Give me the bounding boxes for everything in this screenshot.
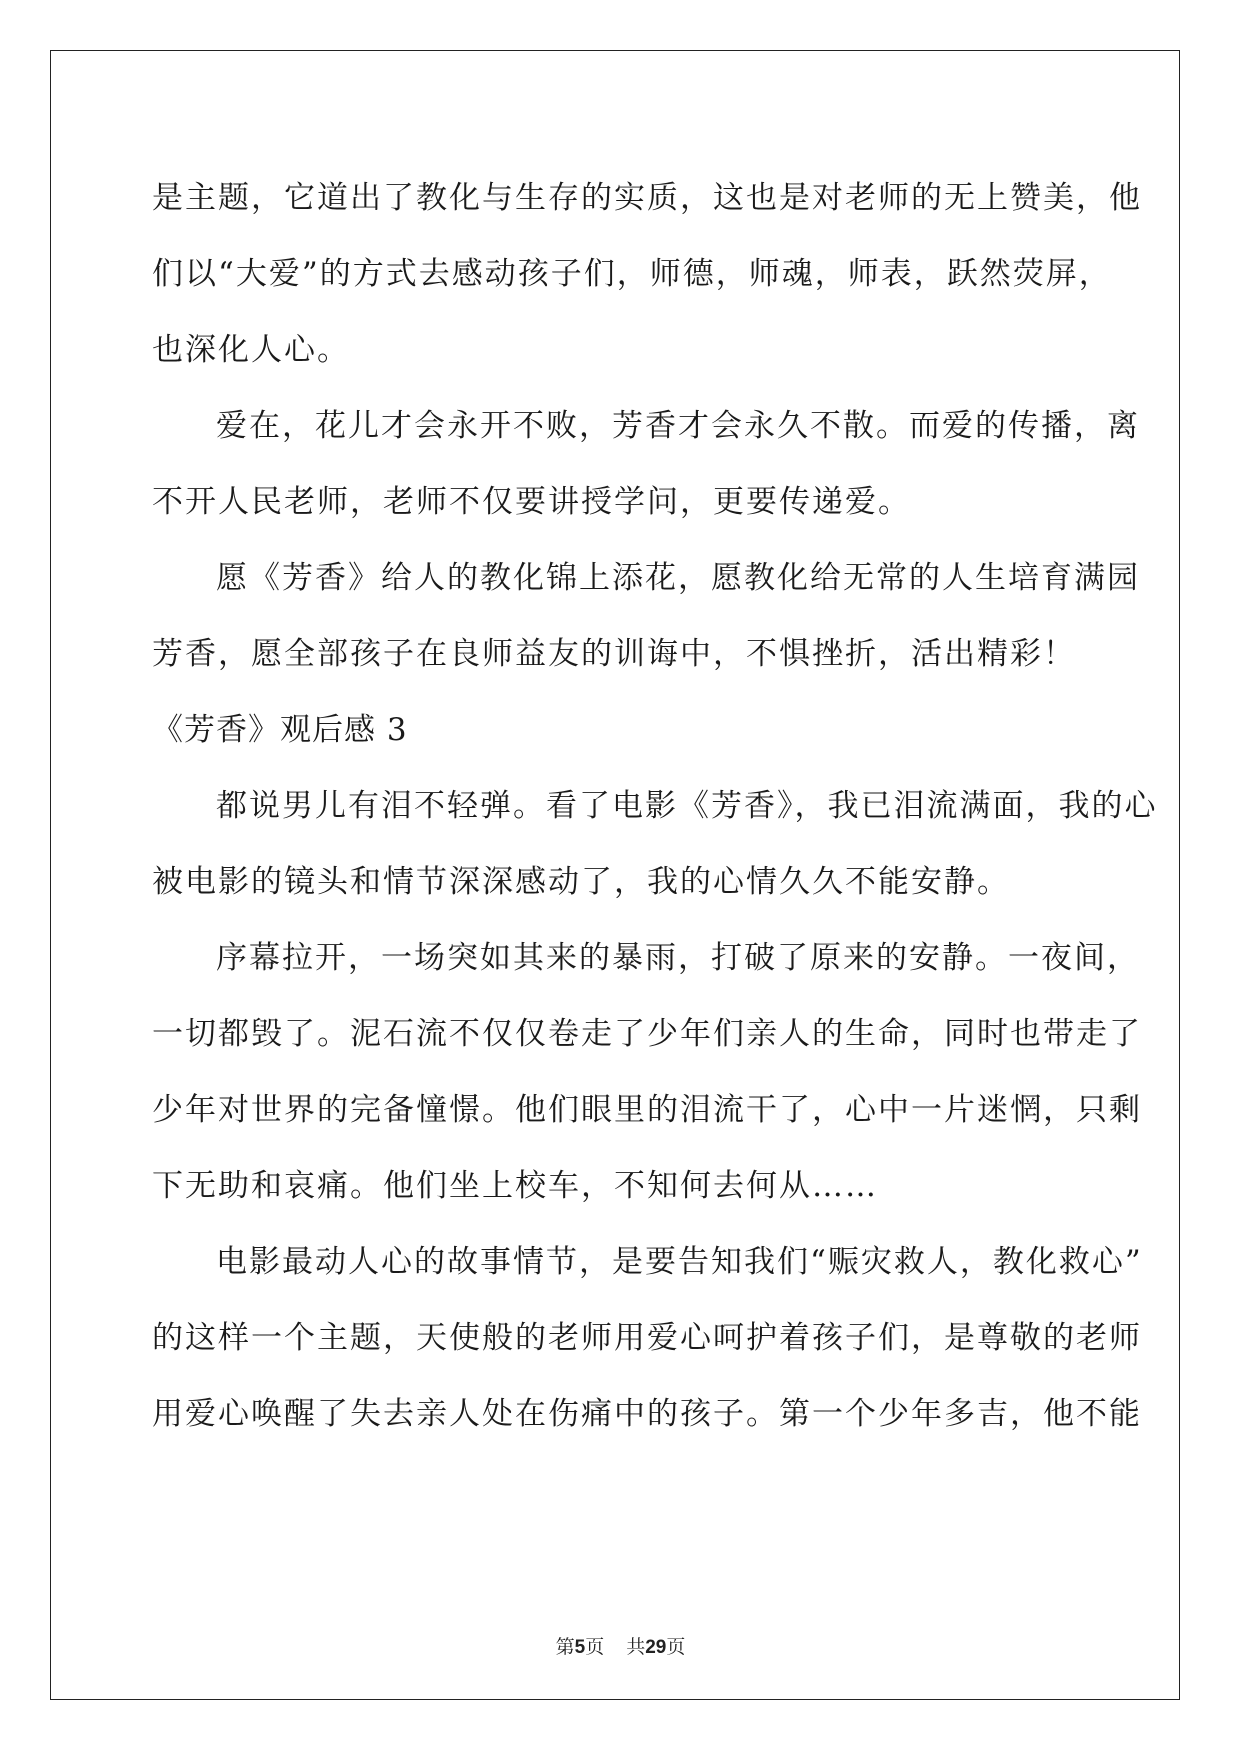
document-body	[152, 160, 1158, 1452]
footer-page-suffix: 页	[585, 1636, 605, 1658]
page-footer	[0, 1632, 1241, 1659]
text-line: 序幕拉开，一场突如其来的暴雨，打破了原来的安静。一夜间，	[216, 940, 1140, 976]
footer-total-prefix: 共	[626, 1636, 646, 1658]
text-line: 是主题，它道出了教化与生存的实质，这也是对老师的无上赞美，他	[152, 180, 1142, 216]
paragraph-6	[152, 1224, 1143, 1452]
paragraph-3	[152, 540, 1140, 692]
total-pages-number: 29	[645, 1637, 667, 1658]
text-line: 芳香，愿全部孩子在良师益友的训诲中，不惧挫折，活出精彩！	[152, 636, 1076, 672]
text-line: 也深化人心。	[152, 332, 350, 368]
text-line: 们以“大爱”的方式去感动孩子们，师德，师魂，师表，跃然荧屏，	[152, 256, 1112, 292]
section-heading: 《芳香》观后感 3	[152, 712, 408, 748]
text-line: 下无助和哀痛。他们坐上校车，不知何去何从……	[152, 1168, 878, 1204]
footer-prefix: 第	[555, 1636, 575, 1658]
current-page-number: 5	[574, 1637, 586, 1658]
paragraph-5	[152, 920, 1142, 1224]
text-line: 不开人民老师，老师不仅要讲授学问，更要传递爱。	[152, 484, 911, 520]
footer-total-suffix: 页	[666, 1636, 686, 1658]
text-line: 愿《芳香》给人的教化锦上添花，愿教化给无常的人生培育满园	[216, 560, 1140, 596]
text-line: 的这样一个主题，天使般的老师用爱心呵护着孩子们，是尊敬的老师	[152, 1320, 1142, 1356]
paragraph-2	[152, 388, 1140, 540]
text-line: 电影最动人心的故事情节，是要告知我们“赈灾救人，教化救心”	[216, 1244, 1143, 1280]
text-line: 少年对世界的完备憧憬。他们眼里的泪流干了，心中一片迷惘，只剩	[152, 1092, 1142, 1128]
text-line: 一切都毁了。泥石流不仅仅卷走了少年们亲人的生命，同时也带走了	[152, 1016, 1142, 1052]
paragraph-1	[152, 160, 1142, 388]
text-line: 都说男儿有泪不轻弹。看了电影《芳香》，我已泪流满面，我的心	[216, 788, 1158, 824]
text-line: 用爱心唤醒了失去亲人处在伤痛中的孩子。第一个少年多吉，他不能	[152, 1396, 1142, 1432]
text-line: 爱在，花儿才会永开不败，芳香才会永久不散。而爱的传播，离	[216, 408, 1140, 444]
paragraph-4	[152, 768, 1158, 920]
text-line: 被电影的镜头和情节深深感动了，我的心情久久不能安静。	[152, 864, 1010, 900]
